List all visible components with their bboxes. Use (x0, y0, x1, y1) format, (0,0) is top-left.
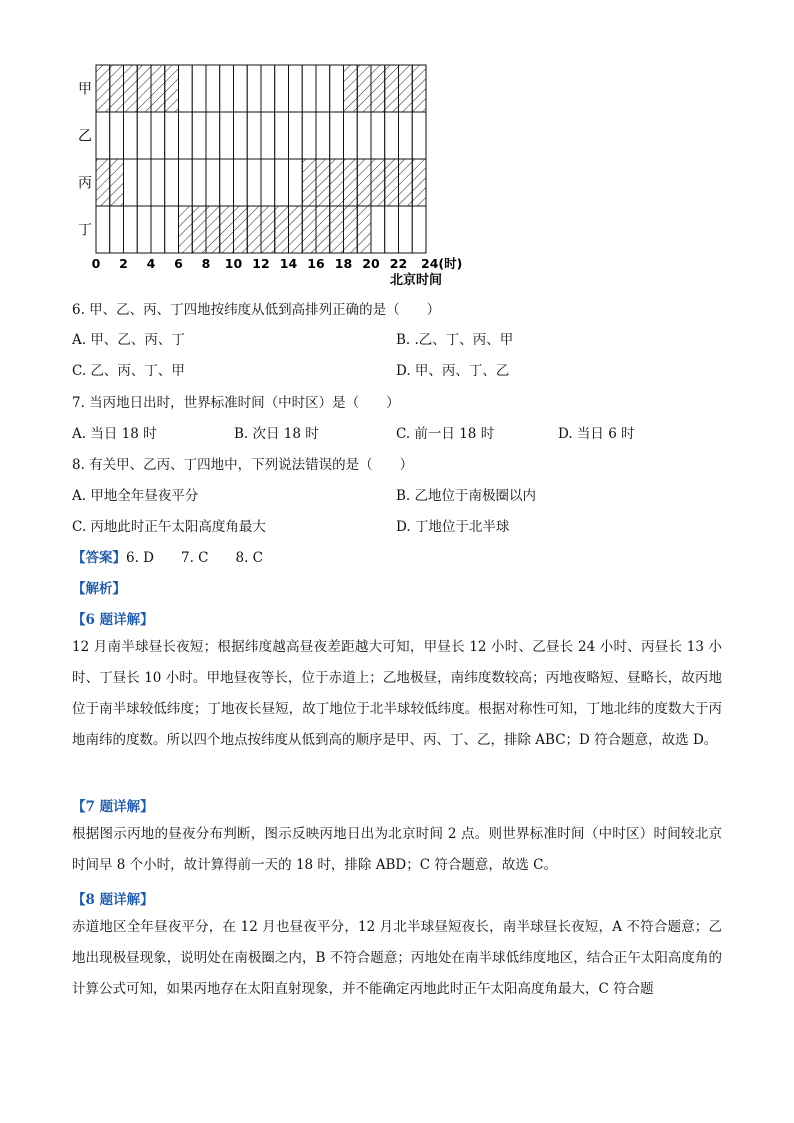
cell-3-14-day (289, 159, 303, 206)
cell-2-15-day (302, 112, 316, 159)
answer-line (72, 546, 263, 566)
cell-3-23-night (412, 159, 426, 206)
cell-2-5-day (165, 112, 179, 159)
cell-4-20-day (371, 206, 385, 253)
question-8-option-b: B. 乙地位于南极圈以内 (396, 488, 537, 504)
cell-1-3-night (137, 65, 151, 112)
cell-1-6-day (179, 65, 193, 112)
cell-2-10-day (234, 112, 248, 159)
axis-title: 北京时间 (389, 273, 443, 288)
cell-1-8-day (206, 65, 220, 112)
cell-1-19-night (357, 65, 371, 112)
row-label-1: 甲 (78, 81, 92, 98)
tick-label: 10 (224, 256, 243, 271)
cell-1-22-night (399, 65, 413, 112)
question-7-option-d: D. 当日 6 时 (558, 426, 635, 442)
cell-4-6-night (179, 206, 193, 253)
cell-2-2-day (124, 112, 138, 159)
cell-1-16-day (316, 65, 330, 112)
cell-3-15-night (302, 159, 316, 206)
cell-4-4-day (151, 206, 165, 253)
cell-3-11-day (247, 159, 261, 206)
question-8-stem: 8. 有关甲、乙丙、丁四地中，下列说法错误的是（ ） (72, 457, 414, 473)
cell-1-18-night (344, 65, 358, 112)
detail-6-body: 12 月南半球昼长夜短；根据纬度越高昼夜差距越大可知，甲昼长 12 小时、乙昼长 24 小时、丙昼长 13 小时、丁昼长 10 小时。甲地昼夜等长，位于赤道上；乙地极昼，南纬度数较高；丙地夜略短、昼略长，故丙地位于南半球较低纬度；丁地夜长昼短，故丁地位于北半球较低纬度。根据对称性可知，丁地北纬的度数大于丙地南纬的度数。所以四个地点按纬度从低到高的顺序是甲、丙、丁、乙，排除 ABC；D 符合题意，故选 D。 (72, 639, 722, 748)
analysis-tag: 【解析】 (72, 581, 126, 597)
question-7-stem: 7. 当丙地日出时，世界标准时间（中时区）是（ ） (72, 395, 400, 411)
cell-2-7-day (192, 112, 206, 159)
cell-1-20-night (371, 65, 385, 112)
cell-2-23-day (412, 112, 426, 159)
cell-3-13-day (275, 159, 289, 206)
cell-1-12-day (261, 65, 275, 112)
cell-2-11-day (247, 112, 261, 159)
tick-label: 20 (362, 256, 380, 271)
tick-label: 16 (307, 256, 325, 271)
detail-6-title: 【6 题详解】 (72, 612, 154, 628)
tick-label: 14 (279, 256, 298, 271)
cell-4-17-night (330, 206, 344, 253)
cell-4-21-day (385, 206, 399, 253)
cell-4-10-night (234, 206, 248, 253)
cell-3-0-night (96, 159, 110, 206)
row-label-4: 丁 (78, 222, 92, 239)
cell-1-15-day (302, 65, 316, 112)
cell-1-23-night (412, 65, 426, 112)
answer-tag: 【答案】 (72, 550, 126, 566)
tick-label: 22 (389, 256, 408, 271)
cell-1-14-day (289, 65, 303, 112)
cell-3-19-night (357, 159, 371, 206)
cell-1-17-day (330, 65, 344, 112)
cell-2-16-day (316, 112, 330, 159)
cell-4-1-day (110, 206, 124, 253)
cell-1-21-night (385, 65, 399, 112)
detail-7-body: 根据图示丙地的昼夜分布判断，图示反映丙地日出为北京时间 2 点。则世界标准时间（中时区）时间较北京时间早 8 个小时，故计算得前一天的 18 时，排除 ABD；C 符合题意，故选 C。 (72, 826, 722, 873)
cell-2-20-day (371, 112, 385, 159)
cell-2-14-day (289, 112, 303, 159)
cell-4-7-night (192, 206, 206, 253)
question-6-option-b: B. .乙、丁、丙、甲 (396, 332, 514, 348)
question-7-option-c: C. 前一日 18 时 (396, 426, 495, 442)
cell-4-5-day (165, 206, 179, 253)
cell-2-9-day (220, 112, 234, 159)
cell-2-12-day (261, 112, 275, 159)
cell-4-2-day (124, 206, 138, 253)
cell-4-3-day (137, 206, 151, 253)
tick-label: 12 (252, 256, 270, 271)
cell-3-16-night (316, 159, 330, 206)
cell-4-8-night (206, 206, 220, 253)
detail-8-title: 【8 题详解】 (72, 892, 154, 908)
cell-1-9-day (220, 65, 234, 112)
cell-3-4-day (151, 159, 165, 206)
tick-label: 0 (91, 256, 101, 271)
cell-4-11-night (247, 206, 261, 253)
cell-2-18-day (344, 112, 358, 159)
cell-2-13-day (275, 112, 289, 159)
cell-3-3-day (137, 159, 151, 206)
cell-2-21-day (385, 112, 399, 159)
cell-1-2-night (124, 65, 138, 112)
question-8-option-a: A. 甲地全年昼夜平分 (72, 488, 199, 504)
cell-3-5-day (165, 159, 179, 206)
cell-1-0-night (96, 65, 110, 112)
cell-1-1-night (110, 65, 124, 112)
cell-3-21-night (385, 159, 399, 206)
analysis-heading (72, 577, 126, 597)
cell-2-6-day (179, 112, 193, 159)
cell-4-16-night (316, 206, 330, 253)
cell-2-17-day (330, 112, 344, 159)
tick-label: 8 (201, 256, 211, 271)
cell-1-11-day (247, 65, 261, 112)
cell-3-17-night (330, 159, 344, 206)
cell-1-5-night (165, 65, 179, 112)
cell-3-2-day (124, 159, 138, 206)
cell-3-8-day (206, 159, 220, 206)
cell-4-18-night (344, 206, 358, 253)
question-6-option-d: D. 甲、丙、丁、乙 (396, 363, 510, 379)
cell-3-10-day (234, 159, 248, 206)
cell-4-14-night (289, 206, 303, 253)
cell-3-22-night (399, 159, 413, 206)
cell-4-12-night (261, 206, 275, 253)
cell-2-22-day (399, 112, 413, 159)
cell-2-4-day (151, 112, 165, 159)
detail-8-body: 赤道地区全年昼夜平分，在 12 月也昼夜平分，12 月北半球昼短夜长，南半球昼长夜短，A 不符合题意；乙地出现极昼现象，说明处在南极圈之内，B 不符合题意；丙地处在南半球低纬度地区，结合正午太阳高度角的计算公式可知，如果丙地存在太阳直射现象，并不能确定丙地此时正午太阳高度角最大，C 符合题 (72, 919, 722, 997)
cell-4-15-night (302, 206, 316, 253)
question-6-option-a: A. 甲、乙、丙、丁 (72, 332, 185, 348)
cell-4-9-night (220, 206, 234, 253)
detail-7-title: 【7 题详解】 (72, 799, 154, 815)
question-7-option-b: B. 次日 18 时 (234, 426, 319, 442)
cell-1-4-night (151, 65, 165, 112)
cell-3-7-day (192, 159, 206, 206)
question-8-option-d: D. 丁地位于北半球 (396, 519, 510, 535)
tick-label: 18 (334, 256, 353, 271)
question-7-option-a: A. 当日 18 时 (72, 426, 157, 442)
cell-3-6-day (179, 159, 193, 206)
cell-4-0-day (96, 206, 110, 253)
cell-3-12-day (261, 159, 275, 206)
cell-4-13-night (275, 206, 289, 253)
cell-4-23-day (412, 206, 426, 253)
cell-3-1-night (110, 159, 124, 206)
cell-2-19-day (357, 112, 371, 159)
row-label-3: 丙 (78, 175, 92, 192)
cell-2-8-day (206, 112, 220, 159)
cell-4-22-day (399, 206, 413, 253)
cell-2-3-day (137, 112, 151, 159)
question-6-stem: 6. 甲、乙、丙、丁四地按纬度从低到高排列正确的是（ ） (72, 302, 441, 318)
cell-1-10-day (234, 65, 248, 112)
tick-label: 6 (174, 256, 183, 271)
cell-3-18-night (344, 159, 358, 206)
row-label-2: 乙 (78, 128, 92, 145)
cell-4-19-night (357, 206, 371, 253)
cell-3-9-day (220, 159, 234, 206)
tick-label: 24(时) (421, 256, 463, 271)
question-8-option-c: C. 丙地此时正午太阳高度角最大 (72, 519, 266, 535)
cell-2-0-day (96, 112, 110, 159)
tick-label: 4 (146, 256, 156, 271)
cell-2-1-day (110, 112, 124, 159)
cell-1-13-day (275, 65, 289, 112)
cell-3-20-night (371, 159, 385, 206)
day-night-chart (70, 58, 470, 288)
cell-1-7-day (192, 65, 206, 112)
tick-label: 2 (119, 256, 128, 271)
answer-text: 6. D 7. C 8. C (126, 550, 263, 566)
question-6-option-c: C. 乙、丙、丁、甲 (72, 363, 185, 379)
